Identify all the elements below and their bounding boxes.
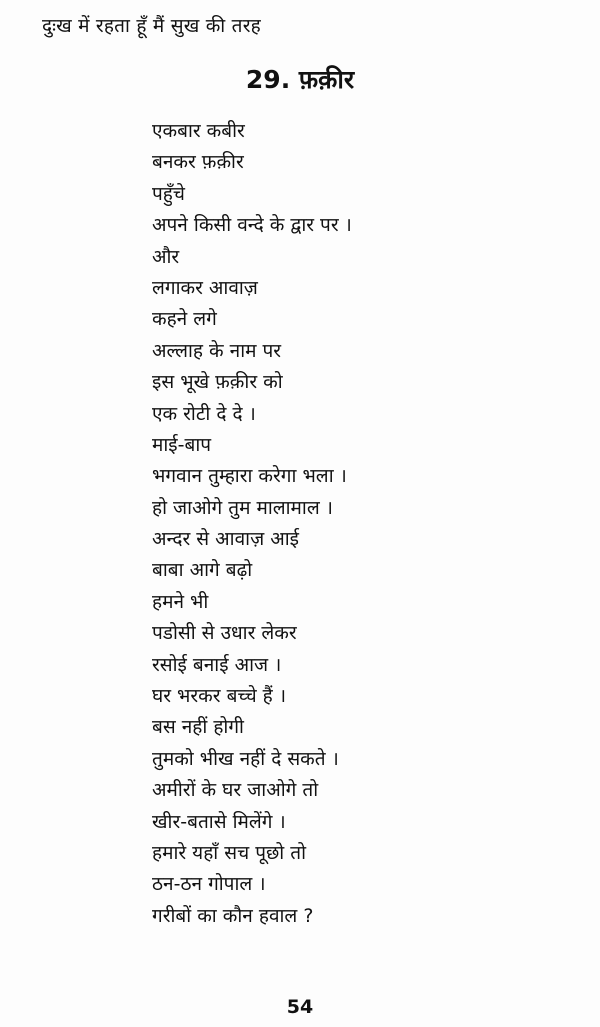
poem-line: पडोसी से उधार लेकर — [152, 622, 297, 645]
poem-line: खीर-बतासे मिलेंगे । — [152, 810, 286, 833]
poem-line: हमने भी — [152, 590, 209, 613]
poem-body — [152, 116, 352, 932]
running-header: दुःख में रहता हूँ मैं सुख की तरह — [42, 15, 261, 37]
poem-line: पहुँचे — [152, 182, 185, 205]
poem-line: कहने लगे — [152, 308, 217, 331]
poem-line: एक रोटी दे दे । — [152, 402, 256, 425]
poem-line: माई-बाप — [152, 433, 212, 456]
poem-line: बाबा आगे बढ़ो — [152, 559, 253, 582]
poem-line: रसोई बनाई आज । — [152, 653, 282, 676]
poem-line: बनकर फ़क़ीर — [152, 151, 244, 174]
poem-line: बस नहीं होगी — [152, 716, 244, 739]
poem-line: तुमको भीख नहीं दे सकते । — [152, 747, 339, 770]
poem-line: गरीबों का कौन हवाल ? — [152, 904, 314, 927]
poem-line: हो जाओगे तुम मालामाल । — [152, 496, 333, 519]
poem-line: अमीरों के घर जाओगे तो — [152, 779, 319, 802]
poem-line: लगाकर आवाज़ — [152, 276, 258, 299]
poem-line: भगवान तुम्हारा करेगा भला । — [152, 465, 347, 488]
poem-line: और — [152, 245, 180, 268]
poem-line: घर भरकर बच्चे हैं । — [152, 685, 287, 708]
poem-title: 29. फ़क़ीर — [245, 65, 355, 94]
poem-line: अल्लाह के नाम पर — [152, 339, 282, 362]
page-number: 54 — [286, 996, 314, 1018]
poem-line: अपने किसी वन्दे के द्वार पर । — [152, 214, 352, 237]
poem-line: इस भूखे फ़क़ीर को — [152, 371, 283, 394]
poem-line: अन्दर से आवाज़ आई — [152, 528, 299, 551]
poem-line: ठन-ठन गोपाल । — [152, 873, 266, 896]
poem-line: हमारे यहाँ सच पूछो तो — [152, 841, 307, 864]
poem-line: एकबार कबीर — [152, 120, 245, 142]
